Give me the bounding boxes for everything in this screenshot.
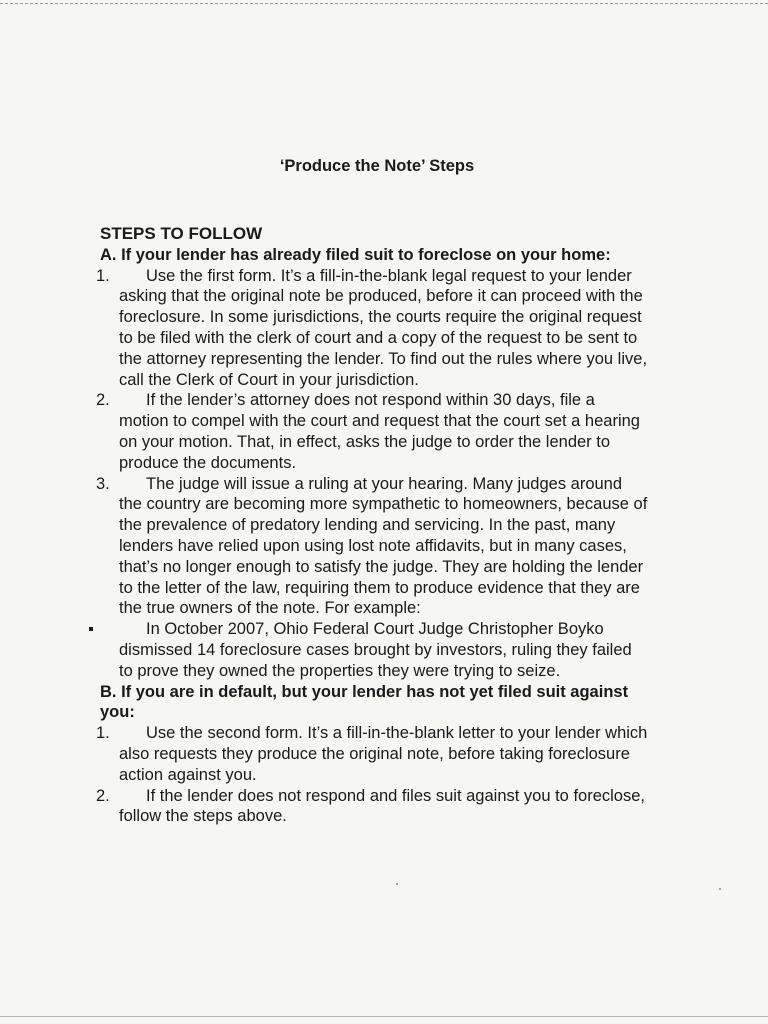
scan-speck — [396, 883, 398, 885]
item-number: 2. — [96, 786, 110, 805]
bullet-icon — [89, 627, 93, 631]
scan-speck — [719, 888, 721, 890]
scan-top-edge — [0, 3, 768, 4]
item-number: 3. — [96, 474, 110, 493]
item-text: If the lender’s attorney does not respond within 30 days, file a motion to compel with the court and request that the court set a hearing on your motion. That, in effect, asks the judge to order the lender to produce the documents. — [119, 391, 640, 472]
item-text: Use the second form. It’s a fill-in-the-blank letter to your lender which also requests they produce the original note, before taking foreclosure action against you. — [119, 724, 648, 784]
scan-bottom-edge — [0, 1016, 768, 1017]
document-body — [96, 224, 648, 827]
list-item — [96, 266, 648, 391]
item-text: Use the first form. It’s a fill-in-the-blank legal request to your lender asking that the original note be produced, before it can proceed with the foreclosure. In some jurisdictions, the courts require the original request to be filed with the clerk of court and a copy of the request to be sent to the attorney representing the lender. To find out the rules where you live, call the Clerk of Court in your jurisdiction. — [119, 266, 648, 389]
list-item — [96, 723, 648, 785]
list-item — [96, 786, 648, 828]
section-b-heading: B. If you are in default, but your lender has not yet filed suit against you: — [100, 682, 629, 722]
bullet-text: In October 2007, Ohio Federal Court Judge Christopher Boyko dismissed 14 foreclosure cases brought by investors, ruling they failed to prove they owned the properties they were trying to seize. — [119, 620, 632, 680]
item-number: 1. — [96, 724, 110, 743]
item-number: 1. — [96, 266, 110, 285]
list-item — [96, 390, 648, 473]
document-title: ‘Produce the Note’ Steps — [279, 157, 475, 175]
item-text: If the lender does not respond and files suit against you to foreclose, follow the steps above. — [119, 786, 645, 826]
item-number: 2. — [96, 391, 110, 410]
list-item — [96, 474, 648, 620]
item-text: The judge will issue a ruling at your hearing. Many judges around the country are becoming more sympathetic to homeowners, because of the prevalence of predatory lending and servicing. In the past, many lenders have relied upon using lost note affidavits, but in many cases, that’s no longer enough to satisfy the judge. They are holding the lender to the letter of the law, requiring them to produce evidence that they are the true owners of the note. For example: — [119, 474, 648, 618]
section-a-heading: A. If your lender has already filed suit to foreclose on your home: — [100, 245, 611, 264]
steps-heading: STEPS TO FOLLOW — [100, 224, 263, 243]
bullet-item — [100, 619, 648, 681]
